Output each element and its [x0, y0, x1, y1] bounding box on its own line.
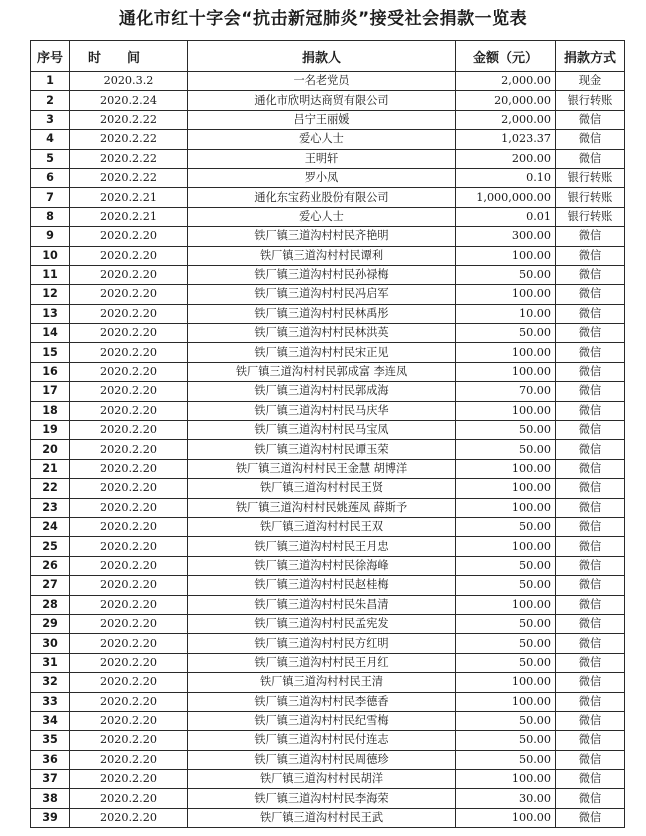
- payment-method: 微信: [556, 227, 625, 246]
- donation-table: [30, 40, 625, 828]
- header-no: 序号: [31, 41, 70, 72]
- donor-name: 铁厂镇三道沟村村民郭成富 李连凤: [188, 362, 456, 381]
- row-number: 17: [31, 382, 70, 401]
- donation-amount: 50.00: [456, 750, 556, 769]
- donation-date: 2020.2.20: [70, 653, 188, 672]
- donation-date: 2020.2.20: [70, 246, 188, 265]
- payment-method: 微信: [556, 265, 625, 284]
- donor-name: 铁厂镇三道沟村村民朱昌清: [188, 595, 456, 614]
- table-row: [31, 653, 625, 672]
- table-row: [31, 711, 625, 730]
- payment-method: 微信: [556, 517, 625, 536]
- donation-date: 2020.2.20: [70, 808, 188, 827]
- donor-name: 铁厂镇三道沟村村民谭利: [188, 246, 456, 265]
- donation-date: 2020.2.20: [70, 692, 188, 711]
- table-row: [31, 324, 625, 343]
- header-donor: 捐款人: [188, 41, 456, 72]
- donation-date: 2020.2.22: [70, 168, 188, 187]
- donation-date: 2020.2.20: [70, 440, 188, 459]
- donor-name: 铁厂镇三道沟村村民王贤: [188, 479, 456, 498]
- payment-method: 微信: [556, 440, 625, 459]
- donation-date: 2020.2.20: [70, 576, 188, 595]
- donation-amount: 100.00: [456, 673, 556, 692]
- payment-method: 微信: [556, 770, 625, 789]
- row-number: 16: [31, 362, 70, 381]
- table-body: [31, 72, 625, 828]
- row-number: 38: [31, 789, 70, 808]
- donation-date: 2020.2.20: [70, 401, 188, 420]
- payment-method: 微信: [556, 130, 625, 149]
- row-number: 20: [31, 440, 70, 459]
- payment-method: 微信: [556, 711, 625, 730]
- header-amount: 金额（元）: [456, 41, 556, 72]
- donation-amount: 50.00: [456, 324, 556, 343]
- row-number: 29: [31, 614, 70, 633]
- donation-amount: 100.00: [456, 246, 556, 265]
- payment-method: 微信: [556, 634, 625, 653]
- page-title: 通化市红十字会“抗击新冠肺炎”接受社会捐款一览表: [118, 9, 528, 29]
- donor-name: 铁厂镇三道沟村村民马宝凤: [188, 421, 456, 440]
- row-number: 21: [31, 459, 70, 478]
- payment-method: 微信: [556, 421, 625, 440]
- donation-amount: 100.00: [456, 808, 556, 827]
- donor-name: 铁厂镇三道沟村村民孙禄梅: [188, 265, 456, 284]
- donation-amount: 300.00: [456, 227, 556, 246]
- donation-amount: 100.00: [456, 459, 556, 478]
- table-row: [31, 576, 625, 595]
- table-row: [31, 130, 625, 149]
- donation-amount: 50.00: [456, 517, 556, 536]
- donation-amount: 70.00: [456, 382, 556, 401]
- table-row: [31, 498, 625, 517]
- payment-method: 微信: [556, 304, 625, 323]
- row-number: 10: [31, 246, 70, 265]
- table-row: [31, 91, 625, 110]
- table-row: [31, 227, 625, 246]
- table-row: [31, 168, 625, 187]
- row-number: 9: [31, 227, 70, 246]
- table-row: [31, 731, 625, 750]
- row-number: 18: [31, 401, 70, 420]
- donation-amount: 50.00: [456, 556, 556, 575]
- donor-name: 铁厂镇三道沟村村民付连志: [188, 731, 456, 750]
- table-row: [31, 401, 625, 420]
- payment-method: 微信: [556, 324, 625, 343]
- donation-amount: 50.00: [456, 731, 556, 750]
- donor-name: 铁厂镇三道沟村村民宋正见: [188, 343, 456, 362]
- table-row: [31, 614, 625, 633]
- donation-date: 2020.2.22: [70, 130, 188, 149]
- donor-name: 吕宁王丽媛: [188, 110, 456, 129]
- donor-name: 铁厂镇三道沟村村民王武: [188, 808, 456, 827]
- donation-date: 2020.2.20: [70, 498, 188, 517]
- row-number: 1: [31, 72, 70, 91]
- donation-amount: 1,023.37: [456, 130, 556, 149]
- donation-amount: 0.10: [456, 168, 556, 187]
- donation-amount: 100.00: [456, 479, 556, 498]
- donor-name: 通化市欣明达商贸有限公司: [188, 91, 456, 110]
- row-number: 36: [31, 750, 70, 769]
- donor-name: 铁厂镇三道沟村村民谭玉荣: [188, 440, 456, 459]
- table-row: [31, 770, 625, 789]
- donor-name: 铁厂镇三道沟村村民齐艳明: [188, 227, 456, 246]
- payment-method: 现金: [556, 72, 625, 91]
- table-row: [31, 285, 625, 304]
- donation-amount: 0.01: [456, 207, 556, 226]
- payment-method: 微信: [556, 692, 625, 711]
- table-row: [31, 440, 625, 459]
- payment-method: 微信: [556, 498, 625, 517]
- donor-name: 铁厂镇三道沟村村民王双: [188, 517, 456, 536]
- payment-method: 微信: [556, 149, 625, 168]
- payment-method: 微信: [556, 789, 625, 808]
- donation-amount: 1,000,000.00: [456, 188, 556, 207]
- donation-amount: 50.00: [456, 576, 556, 595]
- row-number: 4: [31, 130, 70, 149]
- donor-name: 铁厂镇三道沟村村民赵桂梅: [188, 576, 456, 595]
- donor-name: 一名老党员: [188, 72, 456, 91]
- donation-amount: 30.00: [456, 789, 556, 808]
- donation-date: 2020.2.20: [70, 324, 188, 343]
- table-row: [31, 207, 625, 226]
- table-row: [31, 750, 625, 769]
- payment-method: 微信: [556, 362, 625, 381]
- payment-method: 微信: [556, 537, 625, 556]
- donation-amount: 50.00: [456, 711, 556, 730]
- row-number: 13: [31, 304, 70, 323]
- row-number: 3: [31, 110, 70, 129]
- table-row: [31, 517, 625, 536]
- donation-date: 2020.2.20: [70, 556, 188, 575]
- row-number: 7: [31, 188, 70, 207]
- donation-date: 2020.2.20: [70, 285, 188, 304]
- donation-date: 2020.2.20: [70, 459, 188, 478]
- row-number: 27: [31, 576, 70, 595]
- table-row: [31, 537, 625, 556]
- donor-name: 铁厂镇三道沟村村民郭成海: [188, 382, 456, 401]
- payment-method: 微信: [556, 673, 625, 692]
- table-row: [31, 362, 625, 381]
- donor-name: 王明轩: [188, 149, 456, 168]
- table-row: [31, 556, 625, 575]
- donation-amount: 100.00: [456, 537, 556, 556]
- donor-name: 铁厂镇三道沟村村民林洪英: [188, 324, 456, 343]
- payment-method: 微信: [556, 595, 625, 614]
- row-number: 24: [31, 517, 70, 536]
- table-row: [31, 265, 625, 284]
- table-row: [31, 789, 625, 808]
- table-row: [31, 110, 625, 129]
- donation-date: 2020.2.20: [70, 227, 188, 246]
- table-row: [31, 421, 625, 440]
- payment-method: 微信: [556, 459, 625, 478]
- row-number: 22: [31, 479, 70, 498]
- donation-amount: 100.00: [456, 692, 556, 711]
- row-number: 25: [31, 537, 70, 556]
- donation-date: 2020.2.20: [70, 479, 188, 498]
- donation-amount: 50.00: [456, 421, 556, 440]
- table-row: [31, 343, 625, 362]
- donation-amount: 2,000.00: [456, 72, 556, 91]
- donation-date: 2020.2.22: [70, 110, 188, 129]
- header-date: 时 间: [70, 41, 188, 72]
- donor-name: 通化东宝药业股份有限公司: [188, 188, 456, 207]
- donor-name: 铁厂镇三道沟村村民纪雪梅: [188, 711, 456, 730]
- donation-amount: 100.00: [456, 401, 556, 420]
- donation-date: 2020.2.20: [70, 265, 188, 284]
- donation-date: 2020.2.20: [70, 382, 188, 401]
- donation-date: 2020.2.20: [70, 673, 188, 692]
- donation-amount: 50.00: [456, 634, 556, 653]
- donation-amount: 50.00: [456, 614, 556, 633]
- donation-amount: 100.00: [456, 595, 556, 614]
- table-row: [31, 304, 625, 323]
- donation-date: 2020.2.20: [70, 634, 188, 653]
- payment-method: 微信: [556, 808, 625, 827]
- row-number: 28: [31, 595, 70, 614]
- payment-method: 微信: [556, 731, 625, 750]
- table-row: [31, 72, 625, 91]
- donation-amount: 100.00: [456, 343, 556, 362]
- payment-method: 微信: [556, 479, 625, 498]
- table-row: [31, 479, 625, 498]
- donor-name: 铁厂镇三道沟村村民姚莲凤 薛斯予: [188, 498, 456, 517]
- payment-method: 银行转账: [556, 168, 625, 187]
- donation-amount: 10.00: [456, 304, 556, 323]
- donor-name: 爱心人士: [188, 207, 456, 226]
- donation-date: 2020.2.20: [70, 362, 188, 381]
- donation-date: 2020.2.20: [70, 595, 188, 614]
- row-number: 30: [31, 634, 70, 653]
- header-row: [31, 41, 625, 72]
- donor-name: 铁厂镇三道沟村村民王月红: [188, 653, 456, 672]
- donation-date: 2020.2.20: [70, 789, 188, 808]
- payment-method: 微信: [556, 750, 625, 769]
- donor-name: 铁厂镇三道沟村村民方红明: [188, 634, 456, 653]
- donor-name: 铁厂镇三道沟村村民李海荣: [188, 789, 456, 808]
- donation-amount: 200.00: [456, 149, 556, 168]
- payment-method: 微信: [556, 382, 625, 401]
- row-number: 33: [31, 692, 70, 711]
- donation-date: 2020.2.20: [70, 614, 188, 633]
- row-number: 5: [31, 149, 70, 168]
- row-number: 8: [31, 207, 70, 226]
- donation-date: 2020.2.24: [70, 91, 188, 110]
- donation-amount: 100.00: [456, 362, 556, 381]
- payment-method: 银行转账: [556, 91, 625, 110]
- row-number: 35: [31, 731, 70, 750]
- donation-date: 2020.2.21: [70, 207, 188, 226]
- table-row: [31, 459, 625, 478]
- header-method: 捐款方式: [556, 41, 625, 72]
- row-number: 11: [31, 265, 70, 284]
- row-number: 19: [31, 421, 70, 440]
- donor-name: 铁厂镇三道沟村村民周德珍: [188, 750, 456, 769]
- donation-date: 2020.3.2: [70, 72, 188, 91]
- donation-date: 2020.2.20: [70, 343, 188, 362]
- payment-method: 微信: [556, 401, 625, 420]
- donor-name: 铁厂镇三道沟村村民马庆华: [188, 401, 456, 420]
- donation-amount: 2,000.00: [456, 110, 556, 129]
- donation-date: 2020.2.20: [70, 731, 188, 750]
- row-number: 34: [31, 711, 70, 730]
- table-row: [31, 808, 625, 827]
- donation-amount: 20,000.00: [456, 91, 556, 110]
- payment-method: 微信: [556, 556, 625, 575]
- payment-method: 微信: [556, 110, 625, 129]
- row-number: 31: [31, 653, 70, 672]
- donation-date: 2020.2.20: [70, 304, 188, 323]
- donation-amount: 100.00: [456, 498, 556, 517]
- payment-method: 微信: [556, 614, 625, 633]
- table-row: [31, 188, 625, 207]
- table-row: [31, 149, 625, 168]
- payment-method: 银行转账: [556, 188, 625, 207]
- donation-date: 2020.2.21: [70, 188, 188, 207]
- donation-date: 2020.2.20: [70, 750, 188, 769]
- donation-amount: 50.00: [456, 440, 556, 459]
- donation-date: 2020.2.20: [70, 770, 188, 789]
- donor-name: 爱心人士: [188, 130, 456, 149]
- donor-name: 铁厂镇三道沟村村民王金慧 胡博洋: [188, 459, 456, 478]
- payment-method: 微信: [556, 576, 625, 595]
- donation-date: 2020.2.20: [70, 537, 188, 556]
- donation-amount: 100.00: [456, 285, 556, 304]
- row-number: 23: [31, 498, 70, 517]
- donor-name: 铁厂镇三道沟村村民冯启军: [188, 285, 456, 304]
- table-row: [31, 673, 625, 692]
- donor-name: 铁厂镇三道沟村村民徐海峰: [188, 556, 456, 575]
- donor-name: 罗小凤: [188, 168, 456, 187]
- donation-date: 2020.2.20: [70, 421, 188, 440]
- row-number: 32: [31, 673, 70, 692]
- row-number: 39: [31, 808, 70, 827]
- row-number: 37: [31, 770, 70, 789]
- payment-method: 微信: [556, 285, 625, 304]
- donation-date: 2020.2.22: [70, 149, 188, 168]
- donation-amount: 50.00: [456, 265, 556, 284]
- donation-amount: 100.00: [456, 770, 556, 789]
- donation-date: 2020.2.20: [70, 711, 188, 730]
- donation-date: 2020.2.20: [70, 517, 188, 536]
- table-row: [31, 246, 625, 265]
- donor-name: 铁厂镇三道沟村村民林禹彤: [188, 304, 456, 323]
- row-number: 2: [31, 91, 70, 110]
- payment-method: 微信: [556, 246, 625, 265]
- donor-name: 铁厂镇三道沟村村民王清: [188, 673, 456, 692]
- table-row: [31, 634, 625, 653]
- row-number: 15: [31, 343, 70, 362]
- donor-name: 铁厂镇三道沟村村民孟宪发: [188, 614, 456, 633]
- donor-name: 铁厂镇三道沟村村民李德香: [188, 692, 456, 711]
- table-row: [31, 595, 625, 614]
- table-row: [31, 692, 625, 711]
- row-number: 12: [31, 285, 70, 304]
- payment-method: 银行转账: [556, 207, 625, 226]
- donor-name: 铁厂镇三道沟村村民王月忠: [188, 537, 456, 556]
- donation-amount: 50.00: [456, 653, 556, 672]
- donor-name: 铁厂镇三道沟村村民胡洋: [188, 770, 456, 789]
- table-row: [31, 382, 625, 401]
- row-number: 26: [31, 556, 70, 575]
- row-number: 6: [31, 168, 70, 187]
- payment-method: 微信: [556, 343, 625, 362]
- row-number: 14: [31, 324, 70, 343]
- payment-method: 微信: [556, 653, 625, 672]
